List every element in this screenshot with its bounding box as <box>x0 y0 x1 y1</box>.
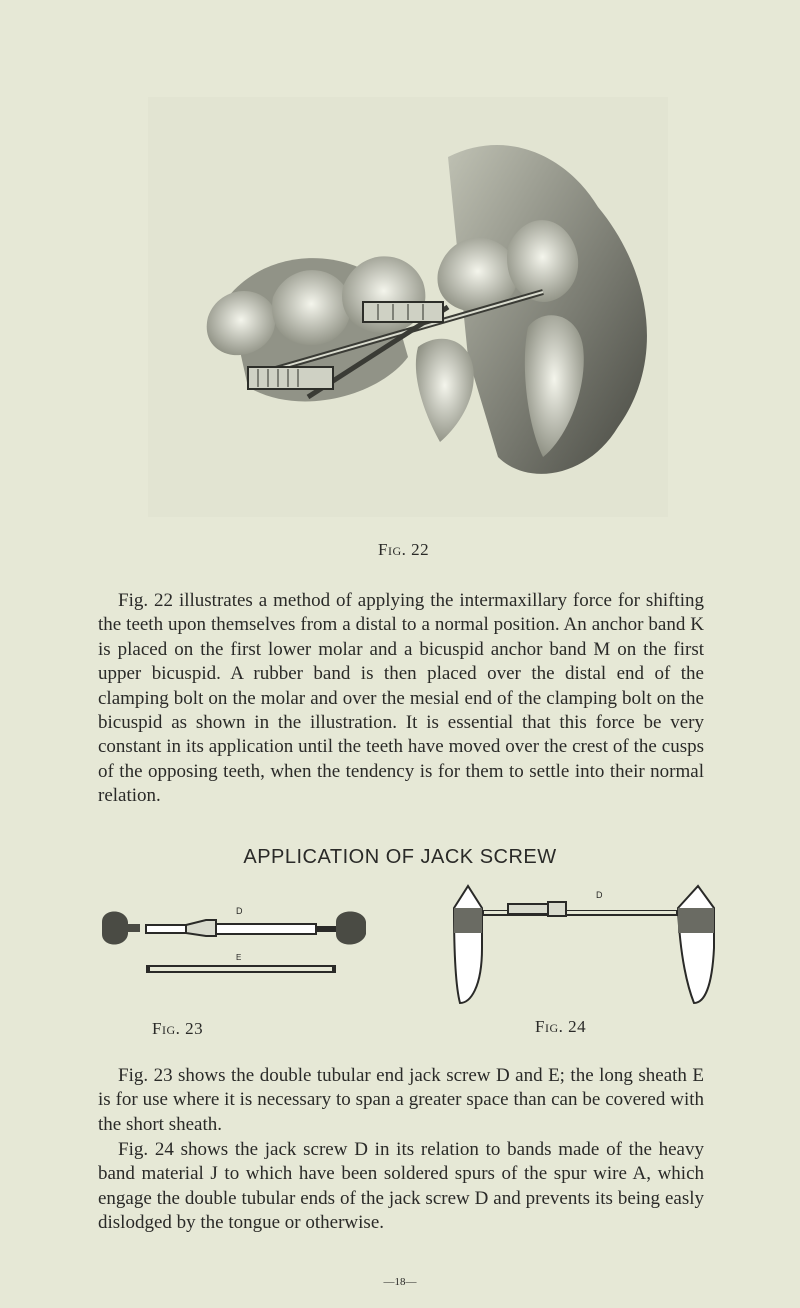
section-heading: APPLICATION OF JACK SCREW <box>243 846 557 868</box>
paragraph-fig24: Fig. 24 shows the jack screw D in its relation to bands made of the heavy band material J to which have been soldered spurs of the spur wire A, which engage the double tubular ends of the jack screw D and prevents its being easly dislodged by the tongue or otherwise. <box>98 1139 704 1234</box>
fig24-label-d: D <box>596 890 603 900</box>
page-number: —18— <box>383 1276 417 1288</box>
fig22-caption: Fig. 22 <box>378 540 430 559</box>
paragraph-fig22: Fig. 22 illustrates a method of applying the intermaxillary force for shifting the teeth upon themselves from a distal to a normal position. An anchor band K is placed on the first lower molar and a bicuspid anchor band M on the first upper bicuspid. A rubber band is then placed over the distal end of the clamping bolt on the molar and over the mesial end of the clamping bolt on the bicuspid as shown in the illustration. It is essential that this force be very constant in its application until the teeth have moved over the crest of the cusps of the opposing teeth, when the tendency is for them to settle into their normal relation. <box>98 590 704 807</box>
fig23-label-d: D <box>236 906 243 916</box>
jack-screw-drawing <box>96 900 396 1010</box>
paragraph-fig23: Fig. 23 shows the double tubular end jack screw D and E; the long sheath E is for use where it is necessary to span a greater space than can be covered with the short sheath. <box>98 1065 704 1135</box>
fig23-drawing <box>96 900 396 1010</box>
fig22-photograph <box>148 97 668 517</box>
fig23-caption: Fig. 23 <box>152 1019 204 1038</box>
fig24-drawing <box>448 878 718 1018</box>
teeth-photo-illustration <box>148 97 668 517</box>
jack-screw-in-bands-drawing <box>448 878 718 1018</box>
fig24-caption: Fig. 24 <box>535 1017 587 1036</box>
fig23-label-e: E <box>236 953 242 962</box>
